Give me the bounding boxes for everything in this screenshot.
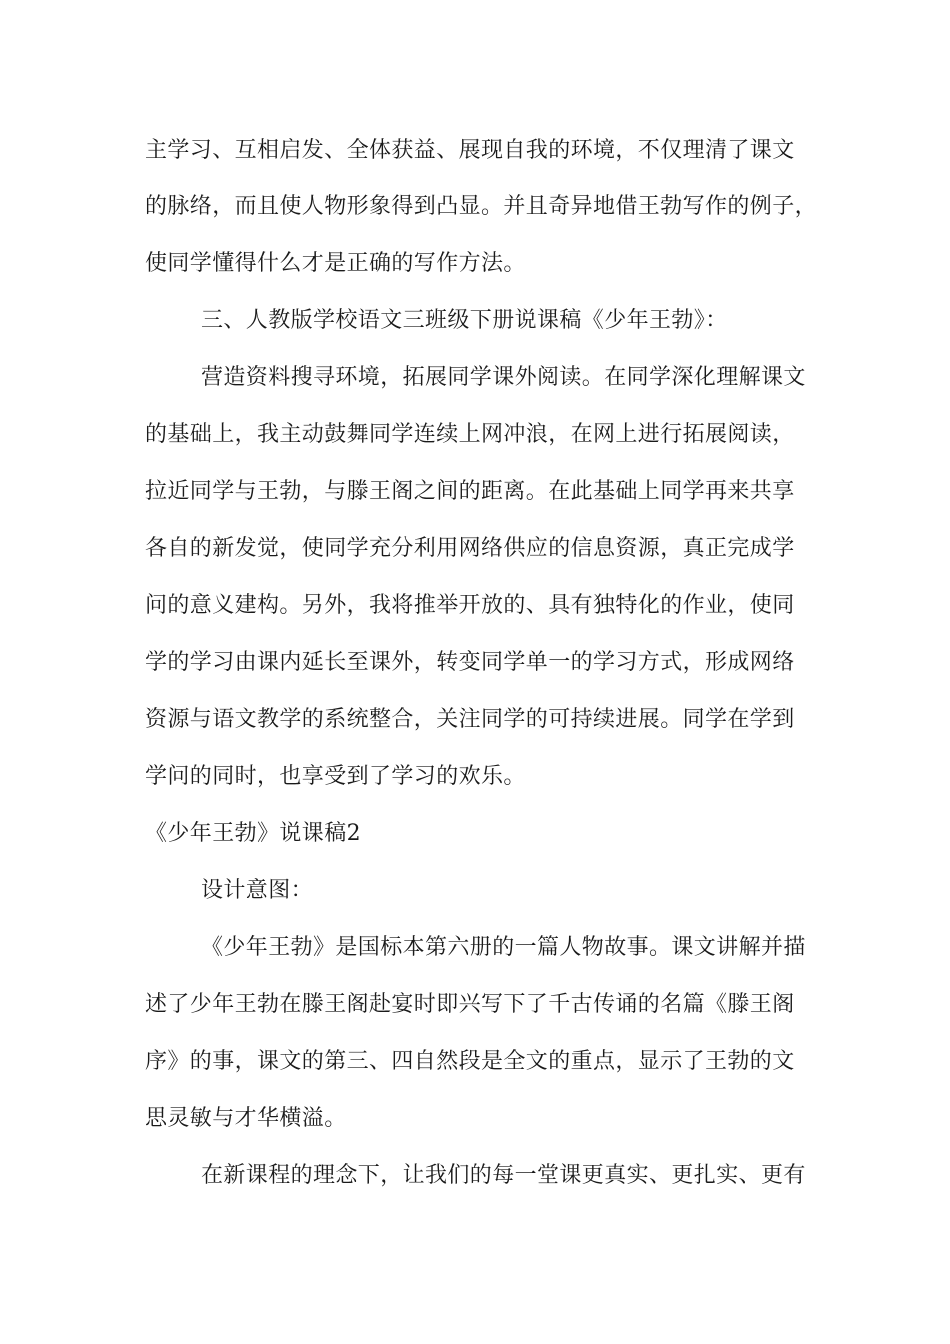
text-line: 营造资料搜寻环境，拓展同学课外阅读。在同学深化理解课文	[201, 365, 806, 390]
text-line: 各自的新发觉，使同学充分利用网络供应的信息资源，真正完成学	[145, 536, 795, 561]
section-heading: 三、人教版学校语文三班级下册说课稿《少年王勃》：	[201, 308, 728, 333]
text-line: 思灵敏与才华横溢。	[145, 1106, 347, 1131]
section-heading: 设计意图：	[201, 878, 314, 903]
text-line: 使同学懂得什么才是正确的写作方法。	[145, 251, 526, 276]
text-line: 学的学习由课内延长至课外，转变同学单一的学习方式，形成网络	[145, 650, 795, 675]
text-line: 拉近同学与王勃，与滕王阁之间的距离。在此基础上同学再来共享	[145, 479, 795, 504]
text-line: 《少年王勃》是国标本第六册的一篇人物故事。课文讲解并描	[201, 935, 806, 960]
text-line: 主学习、互相启发、全体获益、展现自我的环境，不仅理清了课文	[145, 138, 795, 163]
text-line: 在新课程的理念下，让我们的每一堂课更真实、更扎实、更有	[201, 1163, 806, 1188]
text-line: 资源与语文教学的系统整合，关注同学的可持续进展。同学在学到	[145, 707, 795, 732]
text-line: 序》的事，课文的第三、四自然段是全文的重点，显示了王勃的文	[145, 1049, 795, 1074]
text-line: 述了少年王勃在滕王阁赴宴时即兴写下了千古传诵的名篇《滕王阁	[145, 992, 795, 1017]
document-title: 《少年王勃》说课稿2	[145, 821, 361, 846]
text-line: 问的意义建构。另外，我将推举开放的、具有独特化的作业，使同	[145, 593, 795, 618]
text-line: 的脉络，而且使人物形象得到凸显。并且奇异地借王勃写作的例子，	[145, 194, 818, 219]
text-line: 学问的同时，也享受到了学习的欢乐。	[145, 764, 526, 789]
text-line: 的基础上，我主动鼓舞同学连续上网冲浪，在网上进行拓展阅读，	[145, 422, 795, 447]
